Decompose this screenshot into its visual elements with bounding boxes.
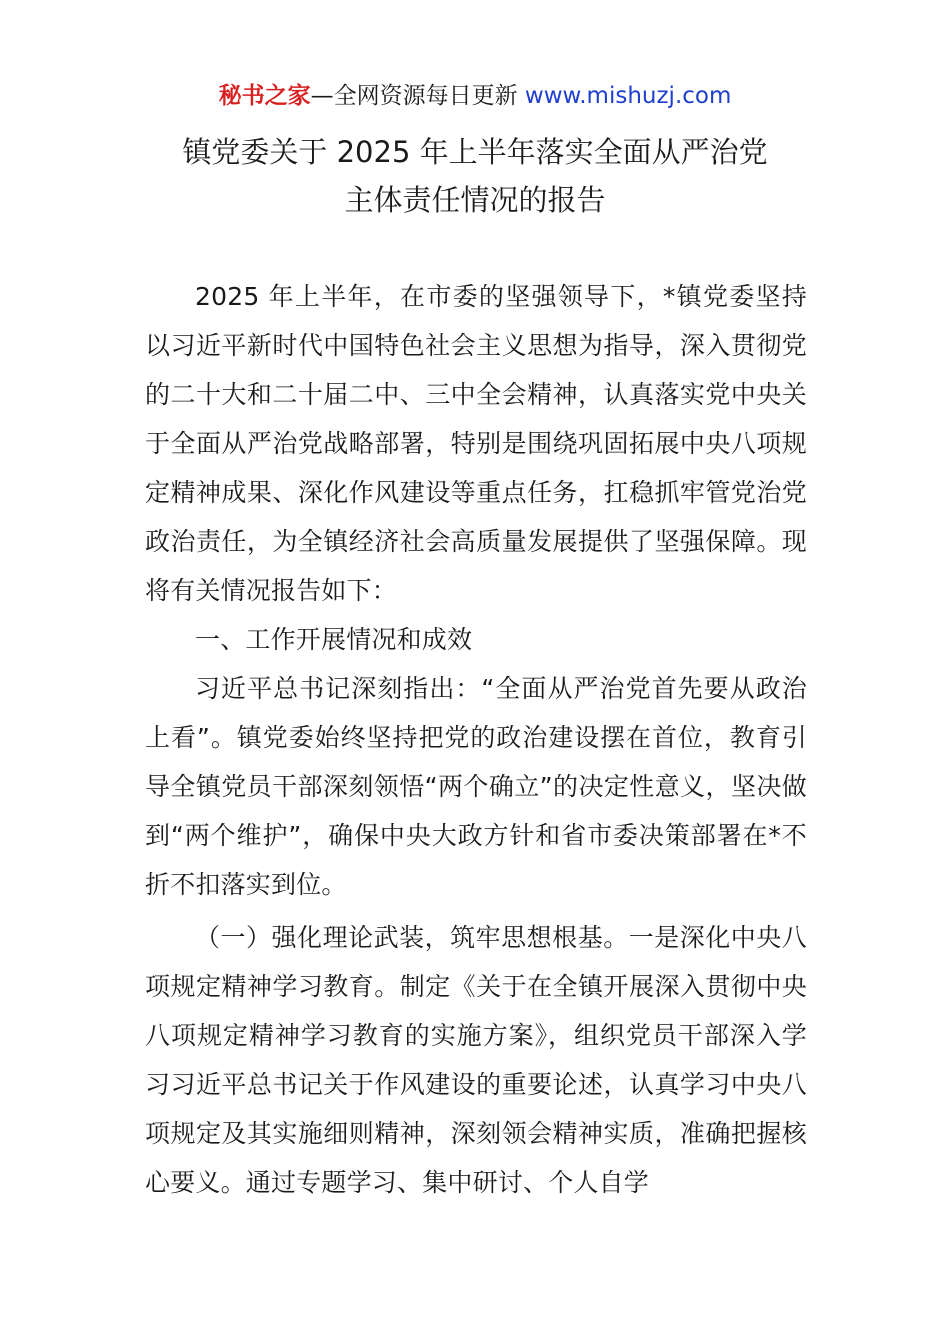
document-body	[145, 272, 807, 1207]
site-url-link[interactable]: www.mishuzj.com	[524, 83, 732, 109]
subsection-paragraph: （一）强化理论武装，筑牢思想根基。一是深化中央八项规定精神学习教育。制定《关于在全镇开展深入贯彻中央八项规定精神学习教育的实施方案》，组织党员干部深入学习习近平总书记关于作风建设的重要论述，认真学习中央八项规定及其实施细则精神，深刻领会精神实质，准确把握核心要义。通过专题学习、集中研讨、个人自学	[145, 923, 807, 1197]
site-header	[0, 80, 950, 112]
document-title	[0, 128, 950, 224]
section-paragraph: 习近平总书记深刻指出：“全面从严治党首先要从政治上看”。镇党委始终坚持把党的政治建设摆在首位，教育引导全镇党员干部深刻领悟“两个确立”的决定性意义，坚决做到“两个维护”，确保中央大政方针和省市委决策部署在*不折不扣落实到位。	[145, 674, 807, 899]
title-line-1: 镇党委关于 2025 年上半年落实全面从严治党	[182, 135, 768, 169]
section-heading: 一、工作开展情况和成效	[195, 625, 473, 654]
intro-paragraph: 2025 年上半年，在市委的坚强领导下，*镇党委坚持以习近平新时代中国特色社会主义思想为指导，深入贯彻党的二十大和二十届二中、三中全会精神，认真落实党中央关于全面从严治党战略部署，特别是围绕巩固拓展中央八项规定精神成果、深化作风建设等重点任务，扛稳抓牢管党治党政治责任，为全镇经济社会高质量发展提供了坚强保障。现将有关情况报告如下：	[145, 282, 807, 605]
brand-name: 秘书之家	[218, 83, 311, 109]
title-line-2: 主体责任情况的报告	[344, 183, 606, 217]
header-tagline: —全网资源每日更新	[310, 83, 525, 109]
